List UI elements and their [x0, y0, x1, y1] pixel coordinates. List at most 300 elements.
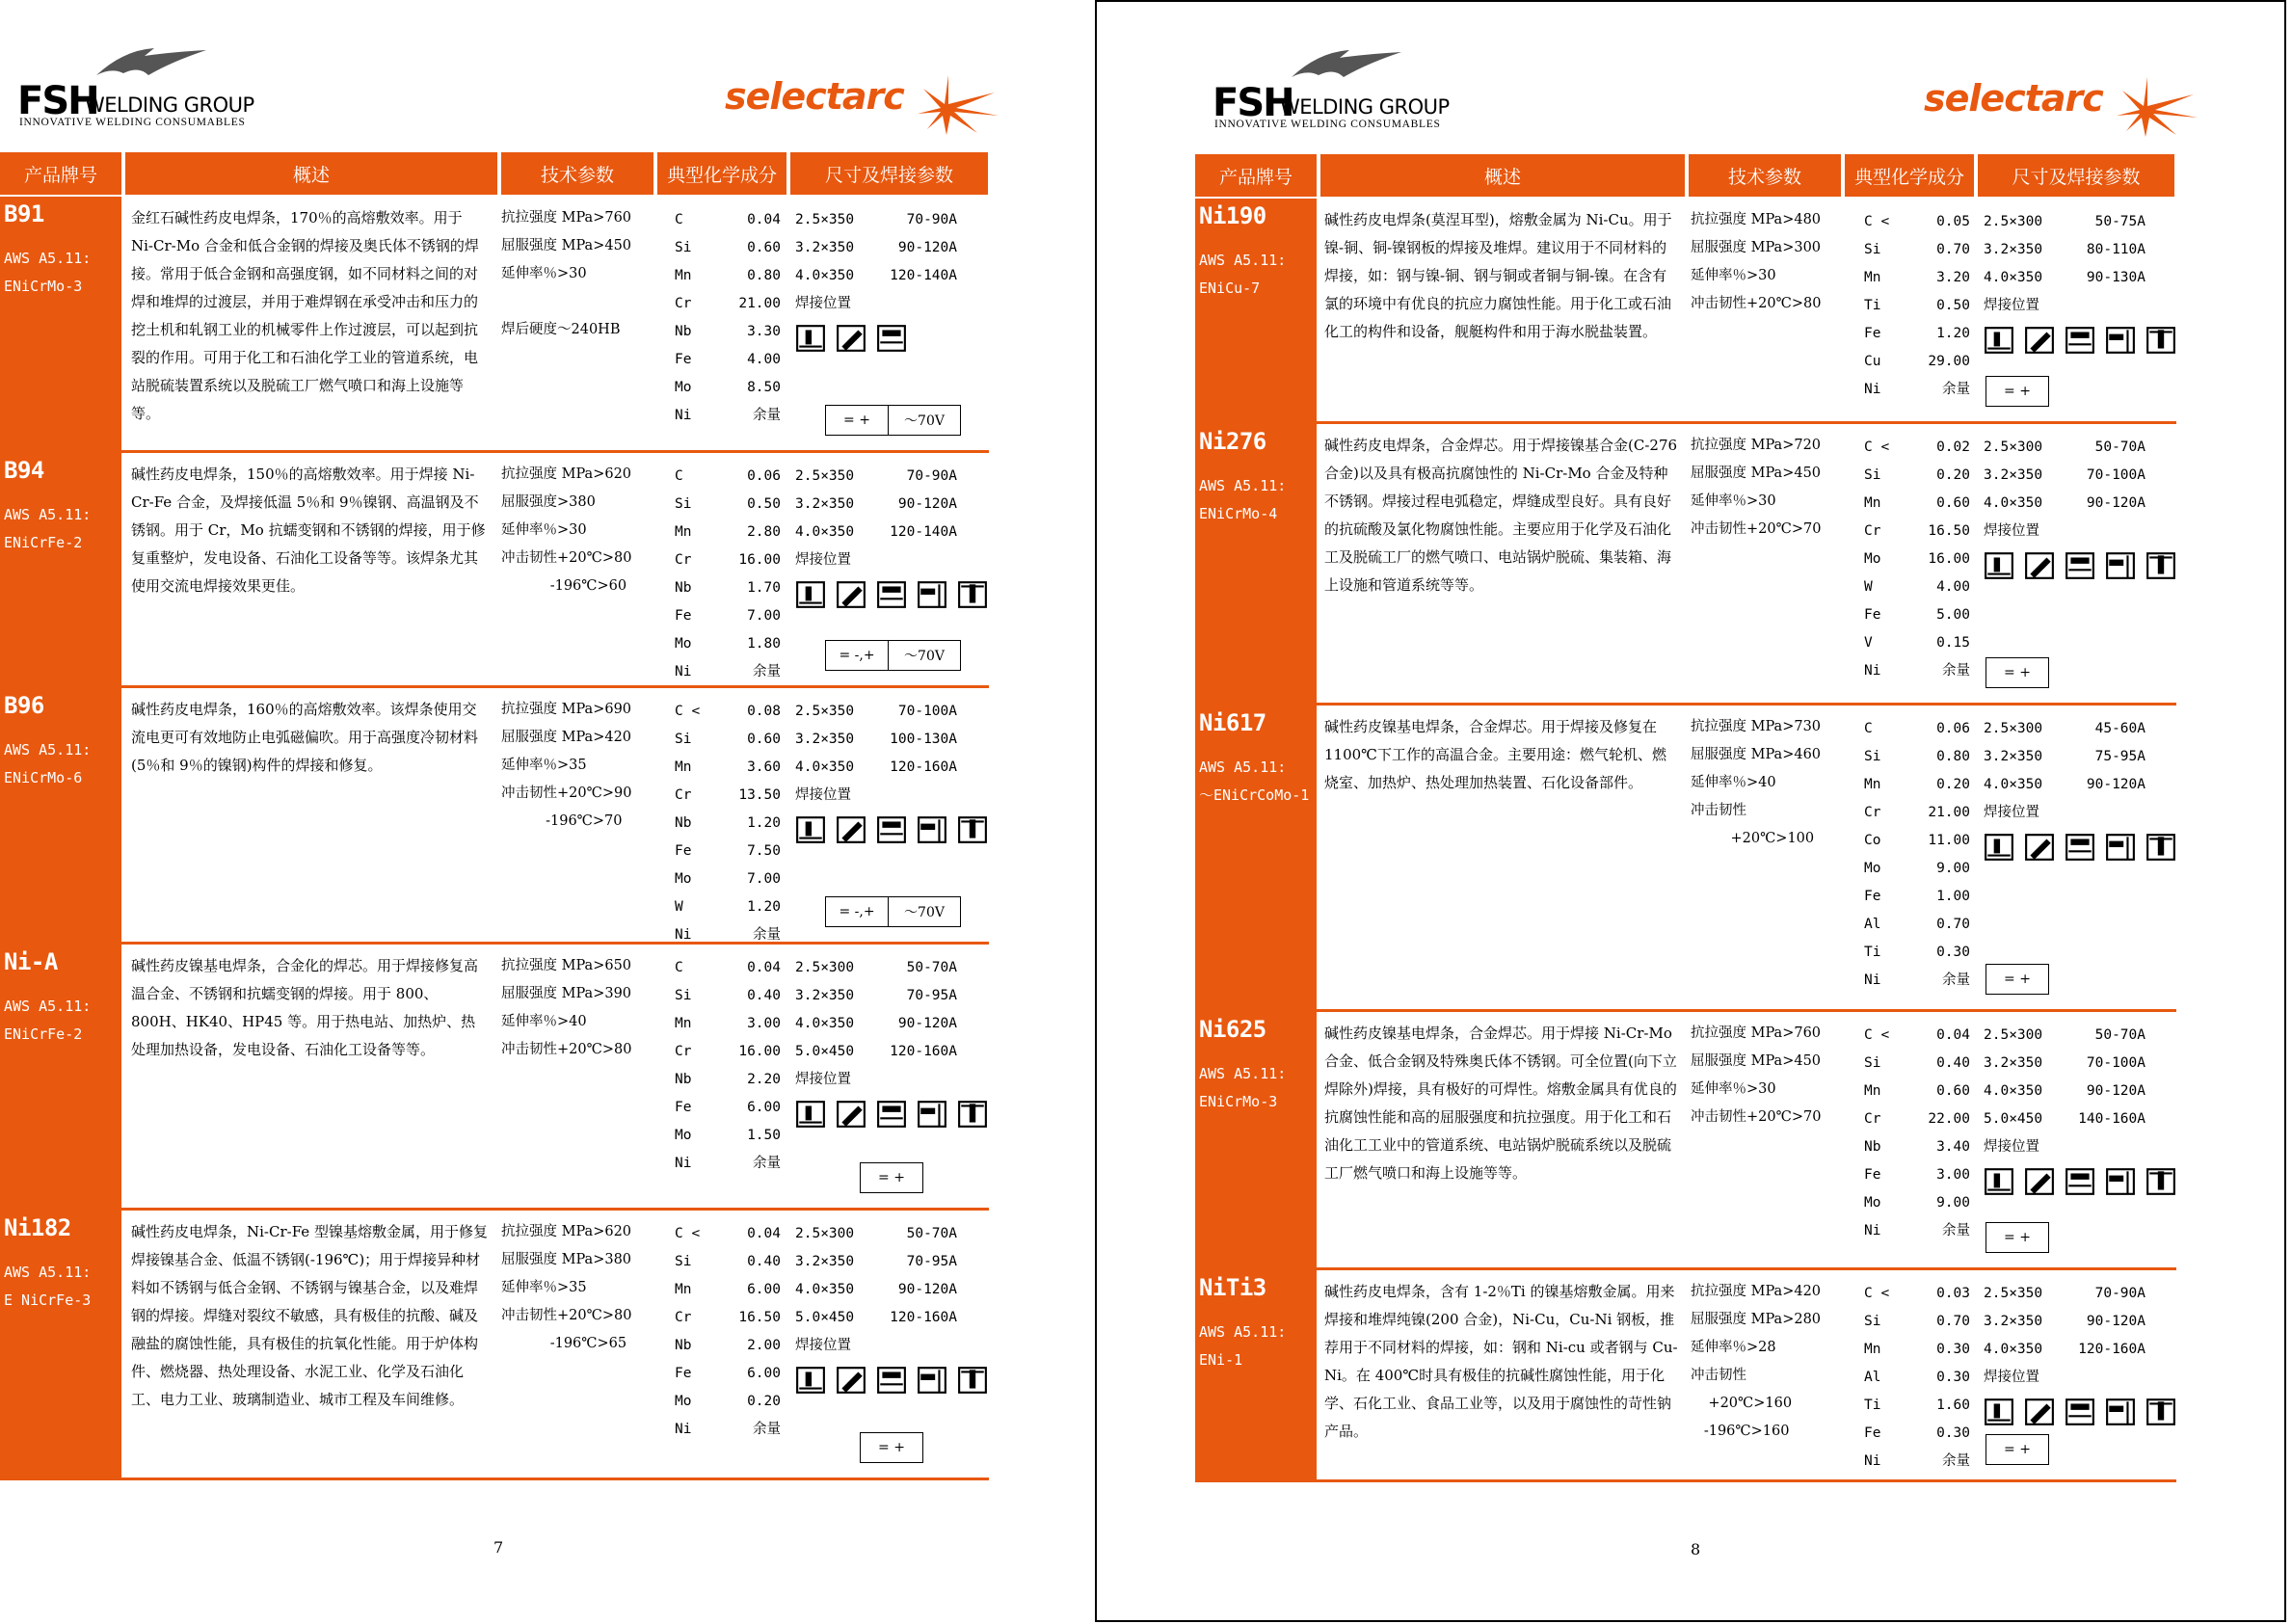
overhead-position-icon [957, 1366, 988, 1395]
tech-param: 冲击韧性+20℃>80 [501, 1042, 632, 1057]
tech-param: +20℃>100 [1691, 831, 1815, 846]
power-supply-box: = + [1986, 964, 2049, 995]
chem-row: Si 0.40 [675, 1254, 781, 1269]
tech-params [1691, 206, 1821, 318]
welding-position-label: 焊接位置 [1984, 523, 2039, 539]
tech-param: 屈服强度 MPa>380 [501, 1252, 632, 1267]
chem-row: Mo 7.00 [675, 871, 781, 887]
power-supply-box: = -,+ ～70V [825, 896, 961, 927]
fsh-logo: FSH WELDING GROUP INNOVATIVE WELDING CONSUMABLES [17, 46, 268, 133]
tech-param [501, 288, 631, 316]
tech-params [1691, 432, 1821, 544]
size-params [795, 698, 957, 848]
power-supply-box: = + [1986, 376, 2049, 407]
product-code: Ni276 [1199, 428, 1266, 455]
aws-classification: AWS A5.11: ENiCrMo-3 [1199, 1065, 1287, 1110]
chem-row: Mn 3.20 [1864, 270, 1970, 285]
welding-position-label: 焊接位置 [795, 1072, 851, 1087]
tech-param: 焊后硬度～240HB [501, 322, 621, 337]
aws-classification: AWS A5.11: ENiCrMo-4 [1199, 477, 1287, 522]
product-code-cell [1195, 199, 1317, 421]
welding-position-icons [1984, 551, 2145, 584]
chem-row: Mn 0.20 [1864, 777, 1970, 792]
overhead-position-icon [2145, 326, 2176, 355]
product-code-cell [0, 1211, 121, 1478]
chem-row: Mo 1.50 [675, 1128, 781, 1143]
flat-position-icon [1984, 1398, 2014, 1426]
tech-param: +20℃>160 [1691, 1396, 1793, 1411]
welding-position-icons [795, 580, 957, 613]
size-params [1984, 715, 2145, 865]
product-entry [0, 453, 989, 688]
page-number: 7 [493, 1538, 504, 1557]
chem-row: Co 11.00 [1864, 833, 1970, 848]
size-row: 5.0×450 140-160A [1984, 1111, 2145, 1127]
aws-classification: AWS A5.11: ENiCu-7 [1199, 252, 1287, 297]
chem-row: Fe 3.00 [1864, 1167, 1970, 1183]
welding-position-icons [1984, 1167, 2145, 1200]
chem-row: Ni 余量 [675, 664, 781, 679]
vertical-down-icon [2105, 1167, 2136, 1196]
chem-row: C < 0.02 [1864, 439, 1970, 455]
size-row: 4.0×350 120-140A [795, 268, 957, 283]
tech-param: -196℃>60 [501, 578, 627, 594]
chem-row: Cu 29.00 [1864, 354, 1970, 369]
tech-param: 抗拉强度 MPa>760 [501, 210, 632, 226]
description: 碱性药皮电焊条，150％的高熔敷效率。用于焊接 Ni-Cr-Fe 合金，及焊接低温 5％和 9％镍钢、高温钢及不锈钢。用于 Cr，Mo 抗蠕变钢和不锈钢的焊接，用于修复重整炉，发电设备、石油化工设备等等。该焊条尤其使用交流电焊接效果更佳。 [131, 466, 486, 595]
product-entry [1195, 1012, 2176, 1270]
size-row: 2.5×300 50-70A [795, 960, 957, 975]
chem-row: C 0.04 [675, 960, 781, 975]
chem-row: C < 0.03 [1864, 1286, 1970, 1301]
chem-row: Cr 21.00 [675, 296, 781, 311]
vertical-position-icon [2065, 1167, 2095, 1196]
chem-row: V 0.15 [1864, 635, 1970, 651]
tech-param: 抗拉强度 MPa>760 [1691, 1025, 1822, 1041]
chemical-composition [1864, 434, 1970, 685]
vertical-position-icon [876, 815, 907, 844]
selectarc-logo: selectarc [725, 69, 995, 137]
welding-position-label: 焊接位置 [1984, 298, 2039, 313]
flat-position-icon [1984, 833, 2014, 862]
tech-params [501, 1218, 631, 1358]
chem-row: Ni 余量 [1864, 382, 1970, 397]
size-row: 2.5×300 50-75A [1984, 214, 2145, 229]
description: 碱性药皮镍基电焊条，合金焊芯。用于焊接 Ni-Cr-Mo 合金、低合金钢及特殊奥氏体不锈钢。可全位置(向下立焊除外)焊接，具有极好的可焊性。熔敷金属具有优良的抗腐蚀性能和高的屈服强度和抗拉强度。用于化工和石油化工工业中的管道系统、电站锅炉脱硫系统以及脱硫工厂燃气喷口和海上设施等等。 [1324, 1025, 1677, 1182]
chem-row: Mo 9.00 [1864, 861, 1970, 876]
vertical-position-icon [2065, 326, 2095, 355]
size-row: 3.2×350 80-110A [1984, 242, 2145, 257]
product-code: NiTi3 [1199, 1274, 1266, 1301]
product-code-cell [1195, 1012, 1317, 1267]
size-row: 2.5×350 70-90A [1984, 1286, 2145, 1301]
size-row: 4.0×350 90-120A [1984, 777, 2145, 792]
overhead-position-icon [2145, 551, 2176, 580]
tech-param: 冲击韧性+20℃>80 [501, 1308, 632, 1323]
chem-row: Ni 余量 [1864, 972, 1970, 988]
product-code-cell [1195, 706, 1317, 1009]
tech-params [1691, 713, 1821, 853]
aws-classification: AWS A5.11: ENi-1 [1199, 1323, 1287, 1369]
page-number: 8 [1691, 1540, 1701, 1558]
size-params [1984, 1022, 2145, 1200]
overhead-position-icon [2145, 1398, 2176, 1426]
chemical-composition [1864, 1022, 1970, 1245]
chem-row: Fe 6.00 [675, 1366, 781, 1381]
horizontal-position-icon [836, 580, 866, 609]
aws-classification: AWS A5.11: ENiCrMo-6 [4, 741, 92, 786]
size-params [1984, 208, 2145, 359]
product-entry [0, 945, 989, 1211]
vertical-position-icon [2065, 833, 2095, 862]
size-row: 4.0×350 90-120A [1984, 1083, 2145, 1099]
product-entry [1195, 199, 2176, 424]
chemical-composition [675, 698, 781, 949]
tech-param: 延伸率％>30 [501, 266, 587, 281]
tech-param: 冲击韧性+20℃>90 [501, 785, 632, 801]
overhead-position-icon [2145, 833, 2176, 862]
description: 碱性药皮电焊条，160％的高熔敷效率。该焊条使用交流电更可有效地防止电弧磁偏吹。用于高强度冷韧材料(5％和 9％的镍钢)构件的焊接和修复。 [131, 701, 479, 774]
chem-row: Si 0.70 [1864, 1314, 1970, 1329]
chem-row: Cr 13.50 [675, 787, 781, 803]
flat-position-icon [795, 324, 826, 353]
power-supply-box: = -,+ ～70V [825, 640, 961, 671]
tech-param: 屈服强度 MPa>390 [501, 986, 632, 1001]
welding-position-label: 焊接位置 [795, 787, 851, 803]
product-code-cell [0, 945, 121, 1208]
size-params [1984, 1280, 2145, 1430]
chem-row: Nb 1.20 [675, 815, 781, 831]
product-code-cell [0, 688, 121, 942]
horizontal-position-icon [836, 324, 866, 353]
product-code: Ni-A [4, 948, 58, 975]
chem-row: Nb 2.00 [675, 1338, 781, 1353]
size-row: 3.2×350 70-95A [795, 988, 957, 1003]
tech-param: 屈服强度 MPa>300 [1691, 240, 1822, 255]
tech-param: 延伸率％>30 [1691, 1081, 1776, 1097]
chem-row: Si 0.60 [675, 732, 781, 747]
size-row: 4.0×350 90-120A [1984, 495, 2145, 511]
chem-row: Al 0.70 [1864, 917, 1970, 932]
description: 碱性药皮电焊条，合金焊芯。用于焊接镍基合金(C-276 合金)以及具有极高抗腐蚀性的 Ni-Cr-Mo 合金及特种不锈钢。焊接过程电弧稳定，焊缝成型良好。具有良好的抗硫酸及氯化物腐蚀性能。主要应用于化学及石油化工及脱硫工厂的燃气喷口、电站锅炉脱硫、集装箱、海上设施和管道系统等等。 [1324, 437, 1678, 594]
vertical-down-icon [917, 1366, 947, 1395]
chemical-composition [675, 1220, 781, 1444]
chem-row: W 1.20 [675, 899, 781, 915]
horizontal-position-icon [836, 1100, 866, 1129]
chem-row: C 0.06 [675, 468, 781, 484]
chem-row: Ni 余量 [1864, 663, 1970, 679]
chem-row: Cr 16.00 [675, 552, 781, 568]
size-row: 5.0×450 120-160A [795, 1044, 957, 1059]
power-supply-box: = + [860, 1432, 923, 1463]
tech-param: 抗拉强度 MPa>620 [501, 1224, 632, 1239]
size-row: 2.5×350 70-90A [795, 468, 957, 484]
tech-param: -196℃>70 [501, 813, 623, 829]
chem-row: Nb 3.30 [675, 324, 781, 339]
size-row: 2.5×300 50-70A [1984, 1027, 2145, 1043]
selectarc-logo: selectarc [1924, 71, 2194, 139]
tech-param: 屈服强度 MPa>420 [501, 730, 632, 745]
product-code-cell [1195, 1270, 1317, 1479]
product-code-cell [0, 197, 121, 450]
vertical-position-icon [876, 324, 907, 353]
chem-row: Mo 1.80 [675, 636, 781, 652]
size-row: 4.0×350 90-120A [795, 1282, 957, 1297]
overhead-position-icon [957, 1100, 988, 1129]
tech-param: 延伸率％>35 [501, 1280, 587, 1295]
chem-row: C 0.06 [1864, 721, 1970, 736]
chem-row: Nb 3.40 [1864, 1139, 1970, 1155]
chem-row: Ni 余量 [675, 927, 781, 943]
welding-position-icons [795, 324, 957, 357]
tech-param: 延伸率％>35 [501, 758, 587, 773]
size-params [795, 206, 957, 357]
power-supply-box: = + [1986, 1222, 2049, 1253]
welding-position-label: 焊接位置 [795, 296, 851, 311]
chem-row: Cr 22.00 [1864, 1111, 1970, 1127]
chem-row: Fe 7.50 [675, 843, 781, 859]
chemical-composition [675, 954, 781, 1178]
size-params [795, 463, 957, 613]
tech-param: 冲击韧性+20℃>70 [1691, 521, 1822, 537]
chem-row: W 4.00 [1864, 579, 1970, 595]
chem-row: Mo 16.00 [1864, 551, 1970, 567]
chem-row: Fe 1.20 [1864, 326, 1970, 341]
tech-param: 屈服强度 MPa>460 [1691, 747, 1822, 762]
chem-row: C 0.04 [675, 212, 781, 227]
aws-classification: AWS A5.11: ENiCrMo-3 [4, 250, 92, 295]
description: 碱性药皮电焊条(莫涅耳型)，熔敷金属为 Ni-Cu。用于镍-铜、铜-镍钢板的焊接及堆焊。建议用于不同材料的焊接，如：钢与镍-铜、钢与铜或者铜与铜-镍。在含有氯的环境中有优良的抗应力腐蚀性能。用于化工或石油化工的构件和设备，舰艇构件和用于海水脱盐装置。 [1324, 211, 1672, 340]
tech-param: 抗拉强度 MPa>480 [1691, 212, 1822, 227]
size-row: 2.5×300 50-70A [1984, 439, 2145, 455]
welding-position-label: 焊接位置 [1984, 1370, 2039, 1385]
chem-row: Mn 6.00 [675, 1282, 781, 1297]
chem-row: Si 0.60 [675, 240, 781, 255]
product-code: Ni190 [1199, 202, 1266, 229]
tech-param: 屈服强度>380 [501, 494, 596, 510]
tech-param: 抗拉强度 MPa>720 [1691, 438, 1822, 453]
size-row: 3.2×350 100-130A [795, 732, 957, 747]
chem-row: Mn 0.60 [1864, 1083, 1970, 1099]
size-row: 4.0×350 120-140A [795, 524, 957, 540]
product-code: B91 [4, 200, 44, 227]
size-row: 3.2×350 90-120A [795, 240, 957, 255]
welding-position-icons [1984, 1398, 2145, 1430]
power-supply-box: = + [860, 1162, 923, 1193]
tech-param: 延伸率％>40 [1691, 775, 1776, 790]
chem-row: Si 0.50 [675, 496, 781, 512]
vertical-down-icon [2105, 326, 2136, 355]
chem-row: Ni 余量 [675, 408, 781, 423]
page-8 [1095, 0, 2286, 1622]
description: 碱性药皮镍基电焊条，合金化的焊芯。用于焊接修复高温合金、不锈钢和抗蠕变钢的焊接。用于 800、800H、HK40、HP45 等。用于热电站、加热炉、热处理加热设备，发电设备、石油化工设备等等。 [131, 957, 479, 1058]
flat-position-icon [1984, 326, 2014, 355]
horizontal-position-icon [836, 1366, 866, 1395]
vertical-position-icon [876, 1366, 907, 1395]
chem-row: Mn 3.60 [675, 759, 781, 775]
chem-row: Cr 16.00 [675, 1044, 781, 1059]
flat-position-icon [795, 580, 826, 609]
description: 碱性药皮镍基电焊条，合金焊芯。用于焊接及修复在 1100℃下工作的高温合金。主要用途：燃气轮机、燃烧室、加热炉、热处理加热装置、石化设备部件。 [1324, 718, 1666, 791]
size-row: 4.0×350 90-120A [795, 1016, 957, 1031]
page-7 [0, 0, 1087, 1624]
chem-row: Fe 4.00 [675, 352, 781, 367]
tech-param: 抗拉强度 MPa>730 [1691, 719, 1822, 734]
chem-row: Ni 余量 [1864, 1223, 1970, 1238]
chem-row: Mn 3.00 [675, 1016, 781, 1031]
chemical-composition [675, 206, 781, 430]
tech-params [501, 952, 631, 1064]
tech-param: -196℃>65 [501, 1336, 627, 1351]
size-row: 3.2×350 70-100A [1984, 1055, 2145, 1071]
size-row: 4.0×350 120-160A [1984, 1342, 2145, 1357]
size-row: 4.0×350 120-160A [795, 759, 957, 775]
chem-row: Ti 0.30 [1864, 945, 1970, 960]
tech-param: 冲击韧性 [1691, 1368, 1746, 1383]
tech-param: 冲击韧性+20℃>80 [501, 550, 632, 566]
chemical-composition [1864, 208, 1970, 404]
flat-position-icon [795, 815, 826, 844]
chem-row: Si 0.40 [675, 988, 781, 1003]
aws-classification: AWS A5.11: ENiCrFe-2 [4, 506, 92, 551]
product-entry [0, 197, 989, 453]
size-row: 3.2×350 75-95A [1984, 749, 2145, 764]
chem-row: Fe 1.00 [1864, 889, 1970, 904]
chem-row: Nb 2.20 [675, 1072, 781, 1087]
product-entry [1195, 706, 2176, 1012]
power-supply-box: = + [1986, 1434, 2049, 1465]
chem-row: Mn 2.80 [675, 524, 781, 540]
product-code-cell [1195, 424, 1317, 703]
chem-row: Si 0.70 [1864, 242, 1970, 257]
chem-row: Mn 0.80 [675, 268, 781, 283]
welding-position-icons [1984, 326, 2145, 359]
vertical-down-icon [917, 580, 947, 609]
vertical-position-icon [876, 580, 907, 609]
vertical-down-icon [917, 1100, 947, 1129]
size-row: 2.5×300 45-60A [1984, 721, 2145, 736]
overhead-position-icon [957, 815, 988, 844]
horizontal-position-icon [2024, 551, 2055, 580]
tech-param: 冲击韧性+20℃>80 [1691, 296, 1822, 311]
tech-param: 延伸率％>40 [501, 1014, 587, 1029]
size-row: 4.0×350 90-130A [1984, 270, 2145, 285]
chem-row: Cr 21.00 [1864, 805, 1970, 820]
product-entry [1195, 424, 2176, 706]
vertical-down-icon [2105, 833, 2136, 862]
chemical-composition [1864, 1280, 1970, 1476]
size-row: 3.2×350 70-100A [1984, 467, 2145, 483]
product-code: Ni182 [4, 1214, 71, 1241]
bird-wing-icon [1290, 48, 1405, 92]
size-row: 2.5×300 50-70A [795, 1226, 957, 1241]
chem-row: Mo 9.00 [1864, 1195, 1970, 1211]
tech-param: 延伸率％>30 [1691, 493, 1776, 509]
flat-position-icon [1984, 551, 2014, 580]
bird-wing-icon [94, 46, 210, 90]
tech-param: 冲击韧性 [1691, 803, 1746, 818]
chem-row: Ni 余量 [675, 1156, 781, 1171]
size-params [795, 954, 957, 1132]
power-supply-box: = + ～70V [825, 405, 961, 436]
tech-param: 屈服强度 MPa>450 [501, 238, 632, 253]
chem-row: Si 0.80 [1864, 749, 1970, 764]
chem-row: Mo 8.50 [675, 380, 781, 395]
aws-classification: AWS A5.11: ～ENiCrCoMo-1 [1199, 759, 1310, 804]
size-row: 2.5×350 70-100A [795, 704, 957, 719]
horizontal-position-icon [2024, 326, 2055, 355]
aws-classification: AWS A5.11: ENiCrFe-2 [4, 998, 92, 1043]
description: 碱性药皮电焊条，含有 1-2％Ti 的镍基熔敷金属。用来焊接和堆焊纯镍(200 合金)，Ni-Cu，Cu-Ni 钢板，推荐用于不同材料的焊接，如：钢和 Ni-cu 或者钢与 Cu-Ni。在 400℃时具有极佳的抗碱性腐蚀性能，用于化学、石化工业、食品工业等，以及用于腐蚀性的苛性钠产品。 [1324, 1283, 1678, 1440]
vertical-down-icon [2105, 1398, 2136, 1426]
tech-params [501, 461, 631, 600]
tech-param: 冲击韧性+20℃>70 [1691, 1109, 1822, 1125]
tech-param: 屈服强度 MPa>450 [1691, 466, 1822, 481]
size-row: 3.2×350 90-120A [1984, 1314, 2145, 1329]
chem-row: Cr 16.50 [1864, 523, 1970, 539]
table-header: 产品牌号 概述 技术参数 典型化学成分 尺寸及焊接参数 [1195, 154, 2174, 197]
tech-param: 屈服强度 MPa>450 [1691, 1053, 1822, 1069]
size-row: 3.2×350 90-120A [795, 496, 957, 512]
chemical-composition [675, 463, 781, 686]
size-params [795, 1220, 957, 1398]
chem-row: Mo 0.20 [675, 1394, 781, 1409]
chem-row: Mn 0.60 [1864, 495, 1970, 511]
welding-position-icons [795, 815, 957, 848]
tech-param: 抗拉强度 MPa>620 [501, 466, 632, 482]
tech-param: 抗拉强度 MPa>690 [501, 702, 632, 717]
welding-position-icons [795, 1366, 957, 1398]
tech-param: 延伸率％>30 [501, 522, 587, 538]
welding-position-icons [1984, 833, 2145, 865]
product-code: B96 [4, 692, 44, 719]
horizontal-position-icon [2024, 1398, 2055, 1426]
tech-params [501, 696, 631, 836]
tech-param: 抗拉强度 MPa>420 [1691, 1284, 1822, 1299]
chemical-composition [1864, 715, 1970, 995]
chem-row: Cr 16.50 [675, 1310, 781, 1325]
chem-row: Fe 0.30 [1864, 1425, 1970, 1441]
horizontal-position-icon [836, 815, 866, 844]
flat-position-icon [1984, 1167, 2014, 1196]
vertical-position-icon [2065, 551, 2095, 580]
power-supply-box: = + [1986, 657, 2049, 688]
flat-position-icon [795, 1366, 826, 1395]
vertical-position-icon [2065, 1398, 2095, 1426]
chem-row: C < 0.04 [675, 1226, 781, 1241]
chem-row: Nb 1.70 [675, 580, 781, 596]
product-entry [0, 688, 989, 945]
vertical-position-icon [876, 1100, 907, 1129]
tech-params [1691, 1020, 1821, 1131]
chem-row: Si 0.40 [1864, 1055, 1970, 1071]
chem-row: Ti 0.50 [1864, 298, 1970, 313]
product-code: Ni625 [1199, 1016, 1266, 1043]
product-code: B94 [4, 457, 44, 484]
welding-position-label: 焊接位置 [795, 1338, 851, 1353]
fsh-logo: FSH WELDING GROUP INNOVATIVE WELDING CONSUMABLES [1213, 48, 1463, 135]
vertical-down-icon [2105, 551, 2136, 580]
overhead-position-icon [957, 580, 988, 609]
aws-classification: AWS A5.11: E NiCrFe-3 [4, 1264, 92, 1309]
description: 碱性药皮电焊条，Ni-Cr-Fe 型镍基熔敷金属，用于修复焊接镍基合金、低温不锈钢(-196℃)；用于焊接异种材料如不锈钢与低合金钢、不锈钢与镍基合金，以及难焊钢的焊接。焊缝对裂纹不敏感，具有极佳的抗酸、碱及融盐的腐蚀性能，具有极佳的抗氧化性能。用于炉体构件、燃烧器、热处理设备、水泥工业、化学及石油化工、电力工业、玻璃制造业、城市工程及车间维修。 [131, 1223, 488, 1408]
size-row: 5.0×450 120-160A [795, 1310, 957, 1325]
chem-row: C < 0.08 [675, 704, 781, 719]
product-code-cell [0, 453, 121, 685]
chem-row: Mn 0.30 [1864, 1342, 1970, 1357]
welding-position-icons [795, 1100, 957, 1132]
description: 金红石碱性药皮电焊条，170％的高熔敷效率。用于 Ni-Cr-Mo 合金和低合金钢的焊接及奥氏体不锈钢的焊接。常用于低合金钢和高强度钢，如不同材料之间的对焊和堆焊的过渡层，并用于难焊钢在承受冲击和压力的挖土机和轧钢工业的机械零件上作过渡层，可以起到抗裂的作用。可用于化工和石油化学工业的管道系统，电站脱硫装置系统以及脱硫工厂燃气喷口和海上设施等等。 [131, 209, 479, 422]
